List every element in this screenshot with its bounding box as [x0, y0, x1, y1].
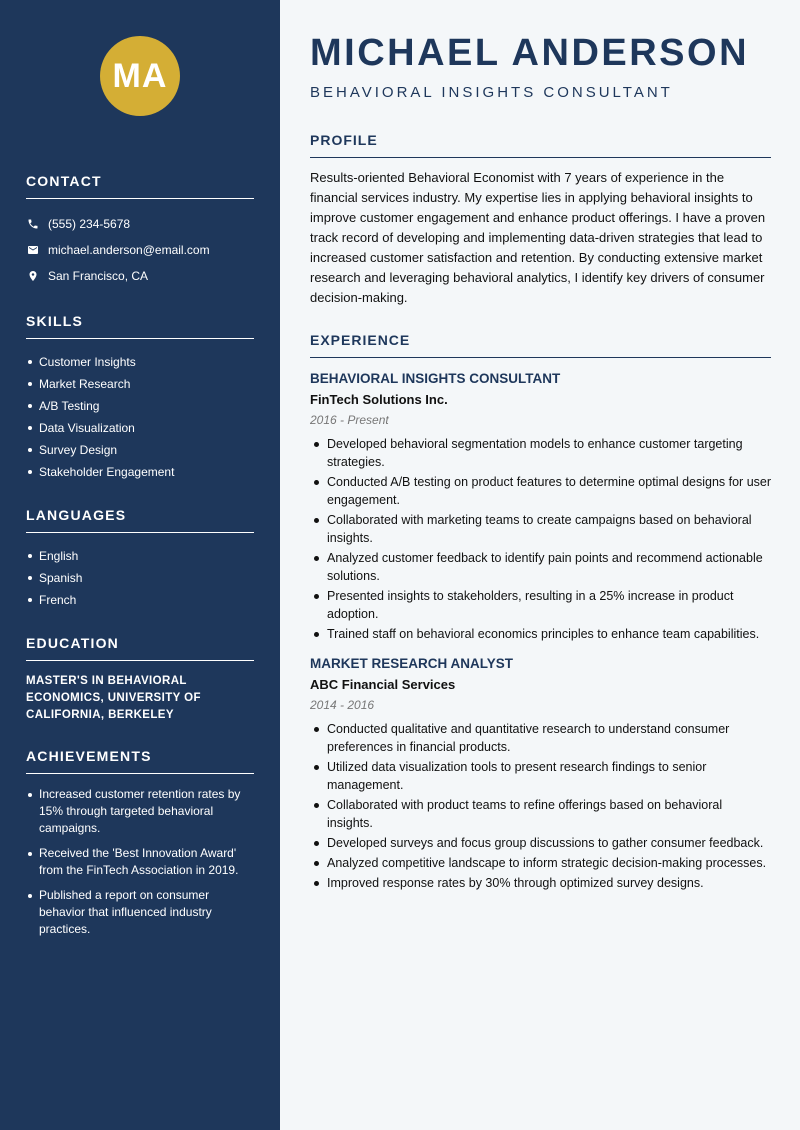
job-bullet: Analyzed competitive landscape to inform strategic decision-making processes. — [310, 854, 771, 872]
job-bullets — [310, 435, 771, 643]
contact-section — [26, 173, 254, 289]
location-pin-icon — [26, 269, 40, 283]
profile-section — [310, 132, 771, 308]
email-icon — [26, 243, 40, 257]
job-bullet: Developed surveys and focus group discussions to gather consumer feedback. — [310, 834, 771, 852]
education-degree: MASTER'S IN BEHAVIORAL ECONOMICS, UNIVERSITY OF CALIFORNIA, BERKELEY — [26, 675, 201, 721]
skills-heading: SKILLS — [26, 313, 254, 339]
skill-item: A/B Testing — [26, 395, 254, 417]
skill-item: Data Visualization — [26, 417, 254, 439]
achievement-item: Published a report on consumer behavior that influenced industry practices. — [26, 887, 254, 938]
job-entry — [310, 371, 771, 643]
job-bullet: Improved response rates by 30% through optimized survey designs. — [310, 874, 771, 892]
skill-item: Stakeholder Engagement — [26, 461, 254, 483]
job-bullet: Collaborated with product teams to refine offerings based on behavioral insights. — [310, 796, 771, 832]
job-dates: 2016 - Present — [310, 413, 389, 427]
skill-item: Survey Design — [26, 439, 254, 461]
skills-section — [26, 313, 254, 483]
job-bullet: Developed behavioral segmentation models to enhance customer targeting strategies. — [310, 435, 771, 471]
job-bullet: Utilized data visualization tools to present research findings to senior management. — [310, 758, 771, 794]
candidate-name: MICHAEL ANDERSON — [310, 32, 750, 74]
education-section — [26, 635, 254, 724]
job-bullet: Presented insights to stakeholders, resulting in a 25% increase in product adoption. — [310, 587, 771, 623]
achievement-item: Increased customer retention rates by 15% through targeted behavioral campaigns. — [26, 786, 254, 837]
job-dates: 2014 - 2016 — [310, 698, 375, 712]
job-title: MARKET RESEARCH ANALYST — [310, 656, 514, 671]
job-bullet: Trained staff on behavioral economics principles to enhance team capabilities. — [310, 625, 771, 643]
sidebar — [0, 0, 280, 1130]
experience-section — [310, 332, 771, 892]
language-item: English — [26, 545, 254, 567]
job-bullet: Conducted A/B testing on product features to determine optimal designs for user engagement. — [310, 473, 771, 509]
profile-text: Results-oriented Behavioral Economist with 7 years of experience in the financial services industry. My expertise lies in applying behavioral insights to improve customer engagement and enhance product offerings. I have a proven track record of developing and implementing data-driven strategies that lead to increased customer satisfaction and retention. By conducting extensive market research and leveraging behavioral analytics, I identify key drivers of consumer decision-making. — [310, 170, 766, 305]
education-heading: EDUCATION — [26, 635, 254, 661]
languages-heading: LANGUAGES — [26, 507, 254, 533]
phone-text: (555) 234-5678 — [48, 217, 131, 231]
location-text: San Francisco, CA — [48, 269, 149, 283]
contact-phone — [26, 211, 254, 237]
email-text: michael.anderson@email.com — [48, 243, 210, 257]
job-bullets — [310, 720, 771, 892]
job-bullet: Analyzed customer feedback to identify pain points and recommend actionable solutions. — [310, 549, 771, 585]
contact-location — [26, 263, 254, 289]
company-name: FinTech Solutions Inc. — [310, 392, 448, 407]
skill-item: Market Research — [26, 373, 254, 395]
achievement-item: Received the 'Best Innovation Award' from the FinTech Association in 2019. — [26, 845, 254, 879]
experience-heading: EXPERIENCE — [310, 332, 771, 358]
job-title: BEHAVIORAL INSIGHTS CONSULTANT — [310, 371, 561, 386]
candidate-title: BEHAVIORAL INSIGHTS CONSULTANT — [310, 84, 673, 101]
language-item: Spanish — [26, 567, 254, 589]
achievements-section — [26, 748, 254, 938]
language-item: French — [26, 589, 254, 611]
job-bullet: Collaborated with marketing teams to create campaigns based on behavioral insights. — [310, 511, 771, 547]
contact-email — [26, 237, 254, 263]
main-content — [280, 0, 800, 1130]
skill-item: Customer Insights — [26, 351, 254, 373]
job-bullet: Conducted qualitative and quantitative research to understand consumer preferences in financial products. — [310, 720, 771, 756]
phone-icon — [26, 217, 40, 231]
company-name: ABC Financial Services — [310, 677, 456, 692]
achievements-heading: ACHIEVEMENTS — [26, 748, 254, 774]
languages-section — [26, 507, 254, 611]
skills-list — [26, 351, 254, 483]
achievements-list — [26, 786, 254, 938]
job-entry — [310, 656, 771, 892]
avatar: MA — [100, 36, 180, 116]
contact-heading: CONTACT — [26, 173, 254, 199]
profile-heading: PROFILE — [310, 132, 771, 158]
languages-list — [26, 545, 254, 611]
